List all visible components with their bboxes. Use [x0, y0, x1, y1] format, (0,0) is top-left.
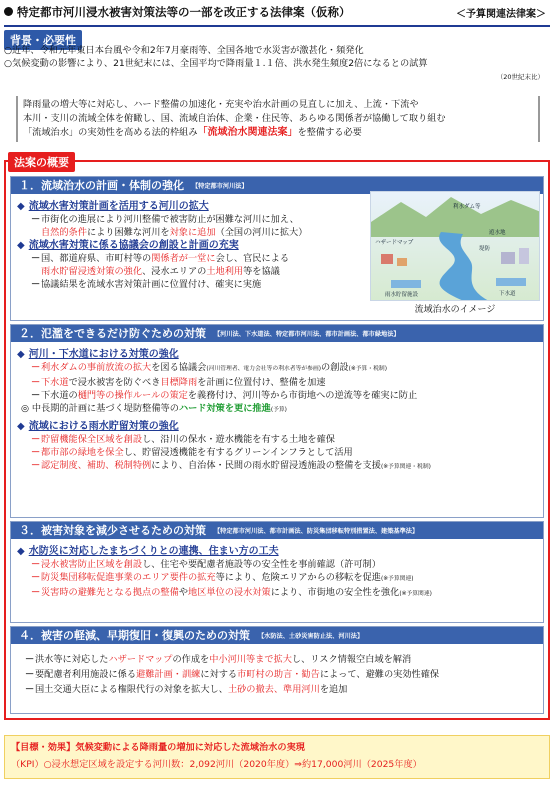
- section-4-row-3: －国土交通大臣による権限代行の対象を拡大し、土砂の撤去、準用河川を追加: [25, 684, 348, 695]
- kpi-text: ○浸水想定区域を設定する河川数：2,092河川（2020年度）⇒約17,000河川（2025年度）: [43, 759, 422, 770]
- section-2-row-7: －認定制度、補助、税制特例により、自治体・民間の雨水貯留浸透施設の整備を支援(※予算関連・税制): [31, 460, 431, 471]
- goal-text: 気候変動による降雨量の増加に対応した流域治水の実現: [75, 742, 305, 753]
- kpi-line: [11, 756, 543, 773]
- section-3-header: [11, 522, 543, 539]
- section-4-laws: 【水防法、土砂災害防止法、河川法】: [258, 633, 364, 640]
- house-shape: [381, 254, 393, 264]
- building-shape: [501, 252, 515, 264]
- background-heading: 背景・必要性: [4, 30, 82, 50]
- diamond-icon: ◆: [17, 201, 25, 212]
- basin-illustration-svg: [371, 192, 540, 301]
- background-line-2: ○気候変動の影響により、21世紀末には、全国平均で降雨量１.１倍、洪水発生頻度2倍になるとの試算: [4, 58, 428, 69]
- goal-box: [4, 735, 550, 779]
- section-2-row-4: ◎ 中長期的計画に基づく堤防整備等のハード対策を更に推進(予算): [21, 403, 287, 414]
- outline-heading: 法案の概要: [8, 152, 75, 172]
- section-2-row-1: －利水ダムの事前放流の拡大を図る協議会(河川管理者、電力会社等の利水者等が参画)の創設(※予算・税制): [31, 362, 387, 373]
- illus-label: 堤防: [479, 246, 491, 252]
- section-1-title: １．流域治水の計画・体制の強化: [19, 179, 184, 192]
- section-3-row-1: －浸水被害防止区域を創設し、住宅や要配慮者施設等の安全性を事前確認（許可制）: [31, 559, 381, 570]
- diamond-icon: ◆: [17, 421, 25, 432]
- summary-line-3c: を整備する必要: [297, 127, 362, 138]
- background-section: [4, 44, 550, 94]
- section-2-header: [11, 325, 543, 342]
- summary-law-name: 「流域治水関連法案」: [197, 127, 298, 138]
- background-summary-box: [16, 96, 540, 142]
- section-1-row-1: －市街化の進展により河川整備で被害防止が困難な河川に加え、: [31, 214, 299, 225]
- background-line-1: ○近年、令和元年東日本台風や令和2年7月豪雨等、全国各地で水災害が激甚化・頻発化: [4, 45, 364, 56]
- section-3-title: ３．被害対象を減少させるための対策: [19, 524, 206, 537]
- page-title: [4, 4, 550, 24]
- section-3-row-3: －災害時の避難先となる拠点の整備や地区単位の浸水対策により、市街地の安全性を強化(※予算関連): [31, 587, 432, 598]
- background-line-2-note: （20世紀末比）: [496, 73, 544, 81]
- section-2-sub-2: ◆ 流域における雨水貯留対策の強化: [17, 421, 179, 432]
- section-3-row-2: －防災集団移転促進事業のエリア要件の拡充等により、危険エリアからの移転を促進(※予算関連): [31, 572, 414, 583]
- illus-label: 雨水貯留施設: [385, 292, 419, 298]
- kpi-label: （KPI）: [11, 759, 44, 770]
- summary-line-3a: 「流域治水」の実効性を高める法的枠組み: [23, 127, 198, 138]
- illus-label: 遊水地: [489, 230, 506, 236]
- diamond-icon: ◆: [17, 349, 25, 360]
- river-shape: [439, 232, 491, 301]
- section-1-row-4: －協議結果を流域水害対策計画に位置付け、確実に実施: [31, 279, 262, 290]
- section-4-row-1: －洪水等に対応したハザードマップの作成を中小河川等まで拡大し、リスク情報空白域を解消: [25, 654, 412, 665]
- summary-line-2: 本川・支川の流域全体を俯瞰し、国、流域自治体、企業・住民等、あらゆる関係者が協働して取り組む: [23, 113, 446, 124]
- section-3-sub-1: ◆ 水防災に対応したまちづくりとの連携、住まい方の工夫: [17, 546, 279, 557]
- section-2: [10, 324, 544, 518]
- section-3: [10, 521, 544, 623]
- section-2-sub-1: ◆ 河川・下水道における対策の強化: [17, 349, 179, 360]
- summary-line-1: 降雨量の増大等に対応し、ハード整備の加速化・充実や治水計画の見直しに加え、上流・下流や: [23, 99, 419, 110]
- section-3-laws: 【特定都市河川法、都市計画法、防災集団移転特別措置法、建築基準法】: [214, 528, 419, 535]
- section-1-sub-1: ◆ 流域水害対策計画を活用する河川の拡大: [17, 201, 209, 212]
- section-4-row-2: －要配慮者利用施設に係る避難計画・訓練に対する市町村の助言・勧告によって、避難の実効性確保: [25, 669, 440, 680]
- illus-label: ハザードマップ: [375, 240, 414, 246]
- building-shape: [519, 248, 529, 264]
- section-1-row-3: 雨水貯留浸透対策の強化、浸水エリアの土地利用等を協議: [41, 266, 280, 277]
- section-1-laws: 【特定都市河川法】: [192, 183, 248, 190]
- title-text: 特定都市河川浸水被害対策法等の一部を改正する法律案（仮称）: [17, 5, 351, 19]
- illustration-caption: 流域治水のイメージ: [414, 305, 496, 315]
- basin-illustration: [370, 191, 540, 301]
- section-4-header: [11, 627, 543, 644]
- title-rule: [4, 25, 550, 27]
- title-bullet-icon: [4, 7, 13, 16]
- section-4-title: ４．被害の軽減、早期復旧・復興のための対策: [19, 629, 250, 642]
- diamond-icon: ◆: [17, 240, 25, 251]
- section-2-row-5: －貯留機能保全区域を創設し、沿川の保水・遊水機能を有する土地を確保: [31, 434, 335, 445]
- house-shape: [397, 258, 407, 266]
- section-1-sub-2: ◆ 流域水害対策に係る協議会の創設と計画の充実: [17, 240, 239, 251]
- illus-label: 下水道: [499, 291, 516, 297]
- goal-label: 【目標・効果】: [11, 742, 76, 753]
- section-1-row-2: －国、都道府県、市町村等の関係者が一堂に会し、官民による: [31, 253, 290, 264]
- diamond-icon: ◆: [17, 546, 25, 557]
- sewer-shape: [496, 278, 526, 286]
- section-4: [10, 626, 544, 714]
- illus-label: 利水ダム等: [453, 204, 481, 210]
- section-2-row-6: －都市部の緑地を保全し、貯留浸透機能を有するグリーンインフラとして活用: [31, 447, 353, 458]
- budget-tag: ＜予算関連法律案＞: [456, 9, 546, 20]
- storage-facility-shape: [391, 280, 421, 288]
- mountains-shape: [371, 197, 540, 237]
- summary-line-3: [23, 126, 533, 140]
- section-2-title: ２．氾濫をできるだけ防ぐための対策: [19, 327, 206, 340]
- section-2-row-2: －下水道で浸水被害を防ぐべき目標降雨を計画に位置付け、整備を加速: [31, 377, 326, 388]
- goal-line: [11, 739, 543, 756]
- section-2-row-3: －下水道の樋門等の操作ルールの策定を義務付け、河川等から市街地への逆流等を確実に防止: [31, 390, 418, 401]
- section-2-laws: 【河川法、下水道法、特定都市河川法、都市計画法、都市緑地法】: [214, 331, 400, 338]
- section-1-row-1b: 自然的条件により困難な河川を対象に追加（全国の河川に拡大）: [41, 227, 308, 238]
